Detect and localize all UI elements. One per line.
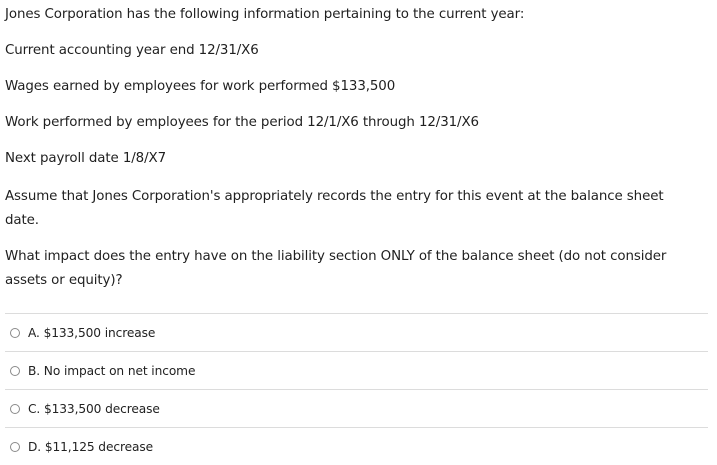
radio-button-icon[interactable] xyxy=(10,404,20,414)
answer-option-label: D. $11,125 decrease xyxy=(28,439,153,454)
question-assumption: Assume that Jones Corporation's appropriately records the entry for this event at the balance sheet date. xyxy=(5,189,664,228)
question-fact-payroll-date: Next payroll date 1/8/X7 xyxy=(5,151,166,166)
answer-options xyxy=(5,313,708,465)
answer-option-c[interactable] xyxy=(5,390,708,428)
question-fact-period: Work performed by employees for the period 12/1/X6 through 12/31/X6 xyxy=(5,115,479,130)
radio-button-icon[interactable] xyxy=(10,366,20,376)
question-fact-year-end: Current accounting year end 12/31/X6 xyxy=(5,43,259,58)
answer-option-b[interactable] xyxy=(5,352,708,390)
question-intro: Jones Corporation has the following information pertaining to the current year: xyxy=(5,7,525,22)
radio-button-icon[interactable] xyxy=(10,328,20,338)
question-prompt: What impact does the entry have on the liability section ONLY of the balance sheet (do not consider assets or equity)? xyxy=(5,249,667,288)
answer-option-label: C. $133,500 decrease xyxy=(28,401,160,416)
answer-option-d[interactable] xyxy=(5,428,708,465)
question-fact-wages: Wages earned by employees for work performed $133,500 xyxy=(5,79,396,94)
radio-button-icon[interactable] xyxy=(10,442,20,452)
answer-option-label: A. $133,500 increase xyxy=(28,325,156,340)
answer-option-label: B. No impact on net income xyxy=(28,363,196,378)
answer-option-a[interactable] xyxy=(5,314,708,352)
